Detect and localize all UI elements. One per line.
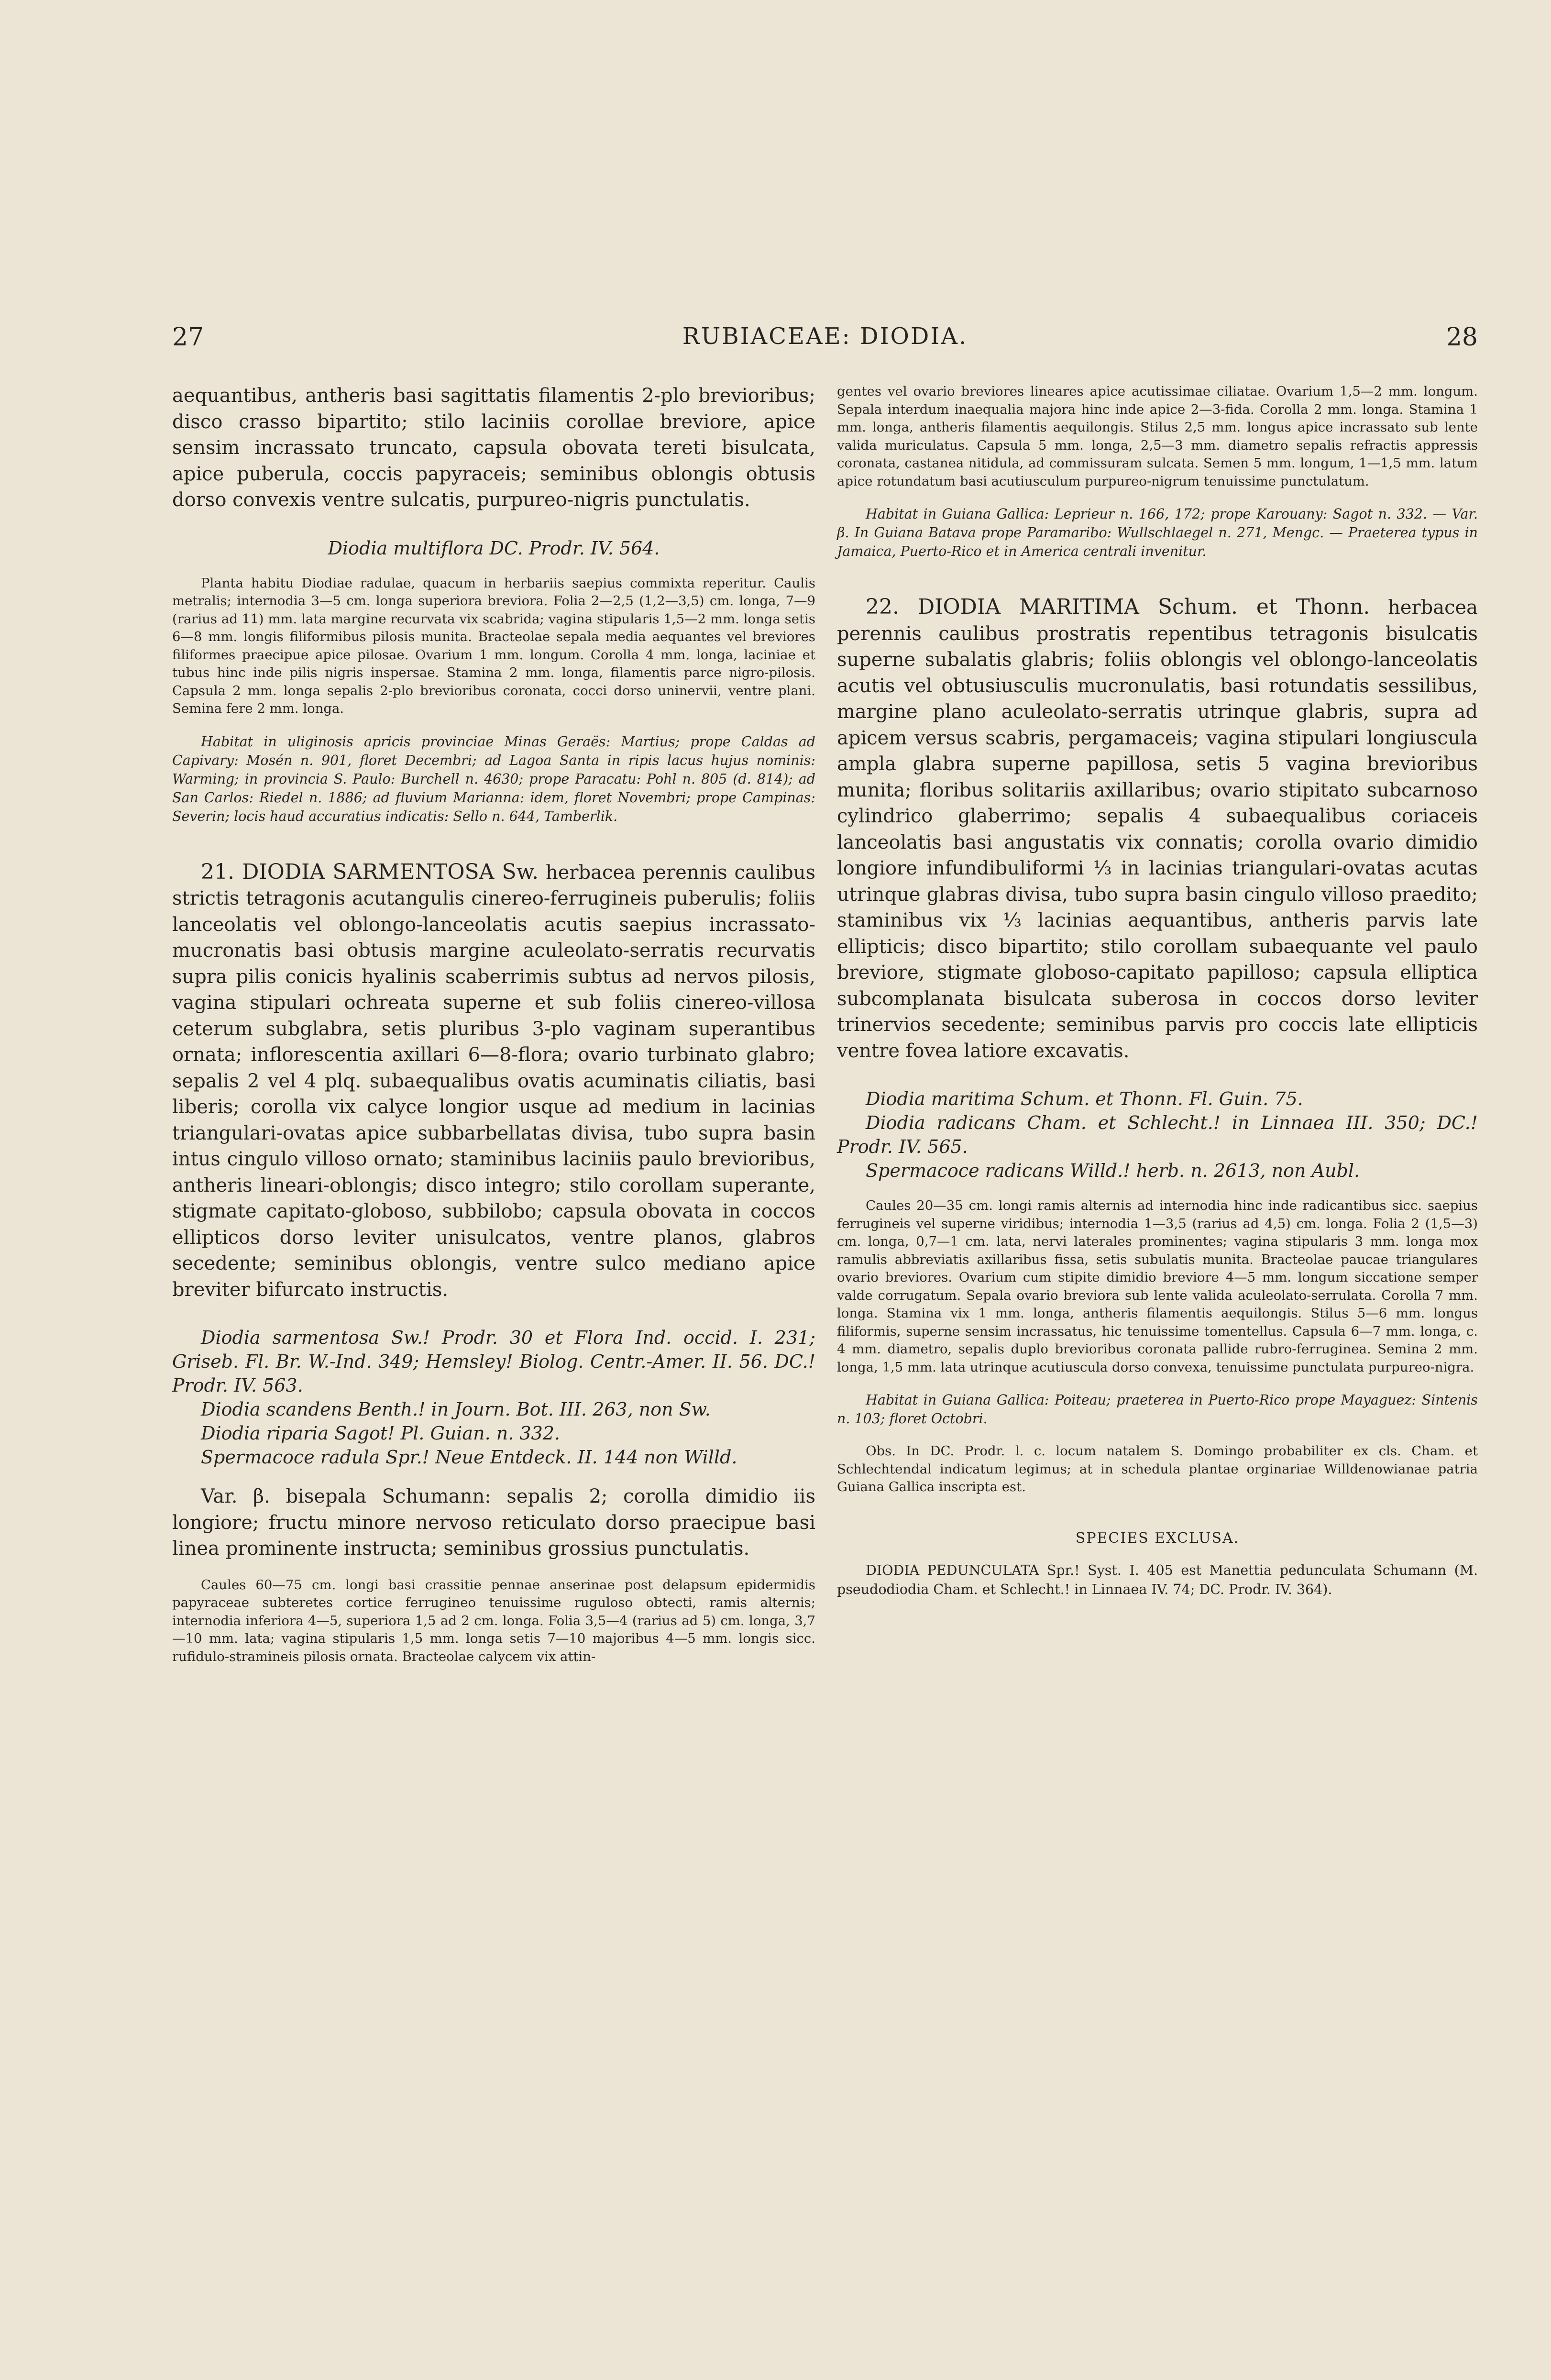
left-column	[172, 383, 815, 1666]
habitat-22: Habitat in Guiana Gallica: Poiteau; praeterea in Puerto-Rico prope Mayaguez: Sintenis n. 103; floret Octobri.	[837, 1392, 1478, 1427]
page-header	[172, 323, 1478, 361]
page-number-left: 27	[172, 323, 204, 352]
synonym-21-d: Spermacoce radula Spr.! Neue Entdeck. II. 144 non Willd.	[201, 1447, 737, 1468]
right-column	[837, 383, 1478, 1599]
synonym-21-a: Diodia sarmentosa Sw.! Prodr. 30 et Flora Ind. occid. I. 231; Griseb. Fl. Br. W.-Ind. 349; Hemsley! Biolog. Centr.-Amer. II. 56. DC.! Prodr. IV. 563.	[172, 1327, 815, 1396]
synonym-multiflora: Diodia multiflora DC. Prodr. IV. 564.	[328, 537, 660, 559]
habitat-21: Habitat in Guiana Gallica: Leprieur n. 166, 172; prope Karouany: Sagot n. 332. — Var. β. In Guiana Batava prope Paramaribo: Wullschlaegel n. 271, Mengc. — Praeterea typus in Jamaica, Puerto-Rico et in America centrali invenitur.	[837, 506, 1478, 559]
synonym-22-b: Diodia radicans Cham. et Schlecht.! in Linnaea III. 350; DC.! Prodr. IV. 565.	[837, 1112, 1478, 1157]
species-21-diagnosis: herbacea perennis caulibus strictis tetragonis acutangulis cinereo-ferrugineis puberulis; foliis lanceolatis vel oblongo-lanceolatis acutis saepius incrassato-mucronatis basi obtusis margine aculeolato-serratis recurvatis supra pilis conicis hyalinis scaberrimis subtus ad nervos pilosis, vagina stipulari ochreata superne et sub foliis cinereo-villosa ceterum subglabra, setis pluribus 3-plo vaginam superantibus ornata; inflorescentia axillari 6—8-flora; ovario turbinato glabro; sepalis 2 vel 4 plq. subaequalibus ovatis acuminatis ciliatis, basi liberis; corolla vix calyce longior usque ad medium in lacinias triangulari-ovatas apice subbarbellatas divisa, tubo supra basin intus cingulo villoso ornato; staminibus laciniis paulo brevioribus, antheris lineari-oblongis; disco integro; stilo corollam superante, stigmate capitato-globoso, subbilobo; capsula obovata in coccos ellipticos dorso leviter unisulcatos, ventre planos, glabros secedente; seminibus oblongis, ventre sulco mediano apice breviter bifurcato instructis.	[172, 861, 816, 1301]
species-22-diagnosis: herbacea perennis caulibus prostratis repentibus tetragonis bisulcatis superne subalatis glabris; foliis oblongis vel oblongo-lanceolatis acutis vel obtusiusculis mucronulatis, basi rotundatis sessilibus, margine plano aculeolato-serratis utrinque glabris, supra ad apicem versus scabris, pergamaceis; vagina stipulari longiuscula ampla glabra superne papillosa, setis 5 vagina brevioribus munita; floribus solitariis axillaribus; ovario stipitato subcarnoso cylindrico glaberrimo; sepalis 4 subaequalibus coriaceis lanceolatis basi angustatis vix connatis; corolla ovario dimidio longiore infundibuliformi ⅓ in lacinias triangulari-ovatas acutas utrinque glabras divisa, tubo supra basin cingulo villoso praedito; staminibus vix ⅓ lacinias aequantibus, antheris parvis late ellipticis; disco bipartito; stilo corollam subaequante vel paulo breviore, stigmate globoso-capitato papilloso; capsula elliptica subcomplanata bisulcata suberosa in coccos dorso leviter trinervios secedente; seminibus parvis pro coccis late ellipticis ventre fovea latiore excavatis.	[837, 597, 1478, 1062]
variety-beta: Var. β. bisepala Schumann: sepalis 2; corolla dimidio iis longiore; fructu minore nervoso reticulato dorso praecipue basi linea prominente instructa; seminibus grossius punctulatis.	[172, 1485, 815, 1560]
species-exclusa-text: DIODIA PEDUNCULATA Spr.! Syst. I. 405 est Manettia pedunculata Schumann (M. pseudodiodia Cham. et Schlecht.! in Linnaea IV. 74; DC. Prodr. IV. 364).	[837, 1562, 1478, 1597]
species-21-heading: 21. DIODIA SARMENTOSA Sw.	[201, 859, 539, 884]
habitat-multiflora: Habitat in uliginosis apricis provinciae Minas Geraës: Martius; prope Caldas ad Capivary: Mosén n. 901, floret Decembri; ad Lagoa Santa in ripis lacus hujus nominis: Warming; in provincia S. Paulo: Burchell n. 4630; prope Paracatu: Pohl n. 805 (d. 814); ad San Carlos: Riedel n. 1886; ad fluvium Marianna: idem, floret Novembri; prope Campinas: Severin; locis haud accuratius indicatis: Sello n. 644, Tamberlik.	[172, 733, 815, 824]
description-variety-beta: Caules 60—75 cm. longi basi crassitie pennae anserinae post delapsum epidermidis papyraceae subteretes cortice ferrugineo tenuissime ruguloso obtecti, ramis alternis; internodia inferiora 4—5, superiora 1,5 ad 2 cm. longa. Folia 3,5—4 (rarius ad 5) cm. longa, 3,7—10 mm. lata; vagina stipularis 1,5 mm. longa setis 7—10 majoribus 4—5 mm. longis sicc. rufidulo-stramineis pilosis ornata. Bracteolae calycem vix attin-	[172, 1577, 815, 1664]
species-exclusa-heading: SPECIES EXCLUSA.	[1075, 1529, 1240, 1547]
diagnosis-continuation: aequantibus, antheris basi sagittatis filamentis 2-plo brevioribus; disco crasso bipartito; stilo laciniis corollae breviore, apice sensim incrassato truncato, capsula obovata tereti bisulcata, apice puberula, coccis papyraceis; seminibus oblongis obtusis dorso convexis ventre sulcatis, purpureo-nigris punctulatis.	[172, 385, 815, 511]
description-continuation: gentes vel ovario breviores lineares apice acutissimae ciliatae. Ovarium 1,5—2 mm. longum. Sepala interdum inaequalia majora hinc inde apice 2—3-fida. Corolla 2 mm. longa. Stamina 1 mm. longa, antheris filamentis aequilongis. Stilus 2,5 mm. longus apice incrassato sub lente valida muriculatus. Capsula 5 mm. longa, 2,5—3 mm. diametro sepalis refractis appressis coronata, castanea nitidula, ad commissuram sulcata. Semen 5 mm. longum, 1—1,5 mm. latum apice rotundatum basi acutiusculum purpureo-nigrum tenuissime punctulatum.	[837, 384, 1478, 489]
synonym-21-c: Diodia riparia Sagot! Pl. Guian. n. 332.	[201, 1423, 560, 1444]
observation-note: Obs. In DC. Prodr. l. c. locum natalem S. Domingo probabiliter ex cls. Cham. et Schlechtendal indicatum legimus; at in schedula plantae orginariae Willdenowianae patria Guiana Gallica inscripta est.	[837, 1443, 1478, 1494]
description-22: Caules 20—35 cm. longi ramis alternis ad internodia hinc inde radicantibus sicc. saepius ferrugineis vel superne viridibus; internodia 1—3,5 (rarius ad 4,5) cm. longa. Folia 2 (1,5—3) cm. longa, 0,7—1 cm. lata, nervi laterales prominentes; vagina stipularis 3 mm. longa mox ramulis abbreviatis axillaribus fissa, setis subulatis munita. Bracteolae paucae triangulares ovario breviores. Ovarium cum stipite dimidio breviore 4—5 mm. longum siccatione semper valde corrugatum. Sepala ovario breviora sub lente valida aculeolato-serrulata. Corolla 7 mm. longa. Stamina vix 1 mm. longa, antheris filamentis aequilongis. Stilus 5—6 mm. longus filiformis, superne sensim incrassatus, hic tenuissime tomentellus. Capsula 6—7 mm. longa, c. 4 mm. diametro, sepalis duplo brevioribus coronata pallide rubro-ferruginea. Semina 2 mm. longa, 1,5 mm. lata utrinque acutiuscula dorso convexa, tenuissime punctulata purpureo-nigra.	[837, 1198, 1478, 1375]
species-22-heading: 22. DIODIA MARITIMA Schum. et Thonn.	[866, 595, 1370, 619]
synonym-22-a: Diodia maritima Schum. et Thonn. Fl. Guin. 75.	[866, 1088, 1303, 1109]
species-22-paragraph	[837, 594, 1478, 1064]
description-multiflora: Planta habitu Diodiae radulae, quacum in herbariis saepius commixta reperitur. Caulis metralis; internodia 3—5 cm. longa superiora breviora. Folia 2—2,5 (1,2—3,5) cm. longa, 7—9 (rarius ad 11) mm. lata margine recurvata vix scabrida; vagina stipularis 1,5—2 mm. longa setis 6—8 mm. longis filiformibus pilosis munita. Bracteolae sepala media aequantes vel breviores filiformes praecipue apice pilosae. Ovarium 1 mm. longum. Corolla 4 mm. longa, laciniae et tubus hinc inde pilis nigris inspersae. Stamina 2 mm. longa, filamentis parce nigro-pilosis. Capsula 2 mm. longa sepalis 2-plo brevioribus coronata, cocci dorso uninervii, ventre plani. Semina fere 2 mm. longa.	[172, 575, 815, 716]
synonym-21-b: Diodia scandens Benth.! in Journ. Bot. III. 263, non Sw.	[201, 1399, 711, 1420]
running-title: RUBIACEAE: DIODIA.	[682, 323, 968, 350]
synonym-22-c: Spermacoce radicans Willd.! herb. n. 2613, non Aubl.	[866, 1160, 1360, 1181]
species-21-paragraph	[172, 859, 815, 1303]
page-number-right: 28	[1446, 323, 1478, 352]
